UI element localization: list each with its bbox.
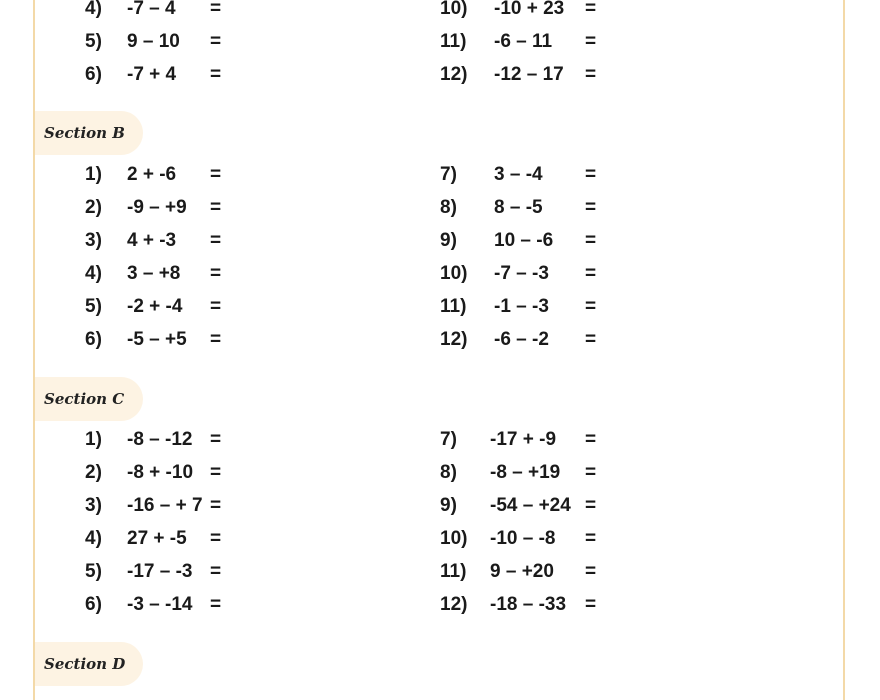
equals-sign: = bbox=[585, 462, 597, 483]
problem-number: 10) bbox=[440, 263, 468, 284]
problem-expression: -7 + 4 bbox=[127, 64, 177, 85]
problem-expression: -8 – +19 bbox=[490, 462, 561, 483]
problem-expression: -54 – +24 bbox=[490, 495, 571, 516]
problem-expression: -8 + -10 bbox=[127, 462, 194, 483]
problem-number: 10) bbox=[440, 0, 468, 19]
equals-sign: = bbox=[210, 197, 222, 218]
problem-number: 8) bbox=[440, 197, 457, 218]
problem-expression: -5 – +5 bbox=[127, 329, 187, 350]
equals-sign: = bbox=[585, 594, 597, 615]
problem-number: 9) bbox=[440, 495, 457, 516]
problem-number: 12) bbox=[440, 64, 468, 85]
problem-expression: 9 – 10 bbox=[127, 31, 180, 52]
problem-expression: -17 + -9 bbox=[490, 429, 557, 450]
equals-sign: = bbox=[210, 561, 222, 582]
problem-number: 3) bbox=[85, 230, 102, 251]
problem-expression: -10 – -8 bbox=[490, 528, 556, 549]
problem-expression: 4 + -3 bbox=[127, 230, 177, 251]
problem-expression: 2 + -6 bbox=[127, 164, 177, 185]
problem-expression: 3 – +8 bbox=[127, 263, 181, 284]
equals-sign: = bbox=[210, 495, 222, 516]
equals-sign: = bbox=[210, 0, 222, 19]
equals-sign: = bbox=[585, 230, 597, 251]
problem-number: 10) bbox=[440, 528, 468, 549]
problem-number: 8) bbox=[440, 462, 457, 483]
problem-number: 11) bbox=[440, 31, 467, 52]
problem-expression: 10 – -6 bbox=[494, 230, 554, 251]
problem-expression: -7 – -3 bbox=[494, 263, 549, 284]
problem-number: 11) bbox=[440, 561, 467, 582]
equals-sign: = bbox=[210, 594, 222, 615]
problem-expression: -17 – -3 bbox=[127, 561, 193, 582]
problem-number: 4) bbox=[85, 263, 102, 284]
problem-number: 2) bbox=[85, 462, 102, 483]
equals-sign: = bbox=[585, 197, 597, 218]
equals-sign: = bbox=[585, 31, 597, 52]
equals-sign: = bbox=[210, 263, 222, 284]
problem-expression: -6 – -2 bbox=[494, 329, 549, 350]
problem-number: 7) bbox=[440, 429, 457, 450]
problem-expression: 3 – -4 bbox=[494, 164, 543, 185]
equals-sign: = bbox=[585, 329, 597, 350]
problem-expression: 8 – -5 bbox=[494, 197, 543, 218]
section-header: Section B bbox=[35, 111, 143, 155]
problem-expression: 27 + -5 bbox=[127, 528, 187, 549]
equals-sign: = bbox=[585, 528, 597, 549]
equals-sign: = bbox=[210, 164, 222, 185]
problem-number: 12) bbox=[440, 594, 468, 615]
equals-sign: = bbox=[210, 230, 222, 251]
problem-number: 11) bbox=[440, 296, 467, 317]
equals-sign: = bbox=[210, 31, 222, 52]
problem-expression: -1 – -3 bbox=[494, 296, 549, 317]
equals-sign: = bbox=[585, 296, 597, 317]
problem-number: 5) bbox=[85, 561, 102, 582]
equals-sign: = bbox=[585, 429, 597, 450]
equals-sign: = bbox=[585, 64, 597, 85]
problem-number: 5) bbox=[85, 296, 102, 317]
problem-expression: -18 – -33 bbox=[490, 594, 567, 615]
section-header: Section C bbox=[35, 377, 143, 421]
equals-sign: = bbox=[210, 296, 222, 317]
problem-number: 6) bbox=[85, 329, 102, 350]
equals-sign: = bbox=[585, 0, 597, 19]
problem-number: 6) bbox=[85, 64, 102, 85]
problem-number: 1) bbox=[85, 164, 102, 185]
problem-number: 9) bbox=[440, 230, 457, 251]
equals-sign: = bbox=[585, 263, 597, 284]
problem-expression: -8 – -12 bbox=[127, 429, 193, 450]
equals-sign: = bbox=[585, 561, 597, 582]
problem-expression: 9 – +20 bbox=[490, 561, 554, 582]
section-header: Section D bbox=[35, 642, 143, 686]
problem-number: 3) bbox=[85, 495, 102, 516]
equals-sign: = bbox=[210, 64, 222, 85]
equals-sign: = bbox=[210, 329, 222, 350]
equals-sign: = bbox=[210, 429, 222, 450]
problem-number: 6) bbox=[85, 594, 102, 615]
problem-expression: -7 – 4 bbox=[127, 0, 176, 19]
problem-number: 1) bbox=[85, 429, 102, 450]
problem-number: 4) bbox=[85, 0, 102, 19]
problem-expression: -2 + -4 bbox=[127, 296, 183, 317]
equals-sign: = bbox=[210, 528, 222, 549]
problem-number: 7) bbox=[440, 164, 457, 185]
problem-number: 12) bbox=[440, 329, 468, 350]
equals-sign: = bbox=[585, 495, 597, 516]
equals-sign: = bbox=[585, 164, 597, 185]
problem-number: 5) bbox=[85, 31, 102, 52]
problem-number: 2) bbox=[85, 197, 102, 218]
problem-expression: -6 – 11 bbox=[494, 31, 553, 52]
problem-number: 4) bbox=[85, 528, 102, 549]
problem-expression: -12 – 17 bbox=[494, 64, 564, 85]
problem-expression: -10 + 23 bbox=[494, 0, 565, 19]
problem-expression: -9 – +9 bbox=[127, 197, 187, 218]
problem-expression: -16 – + 7 bbox=[127, 495, 203, 516]
equals-sign: = bbox=[210, 462, 222, 483]
problem-expression: -3 – -14 bbox=[127, 594, 193, 615]
